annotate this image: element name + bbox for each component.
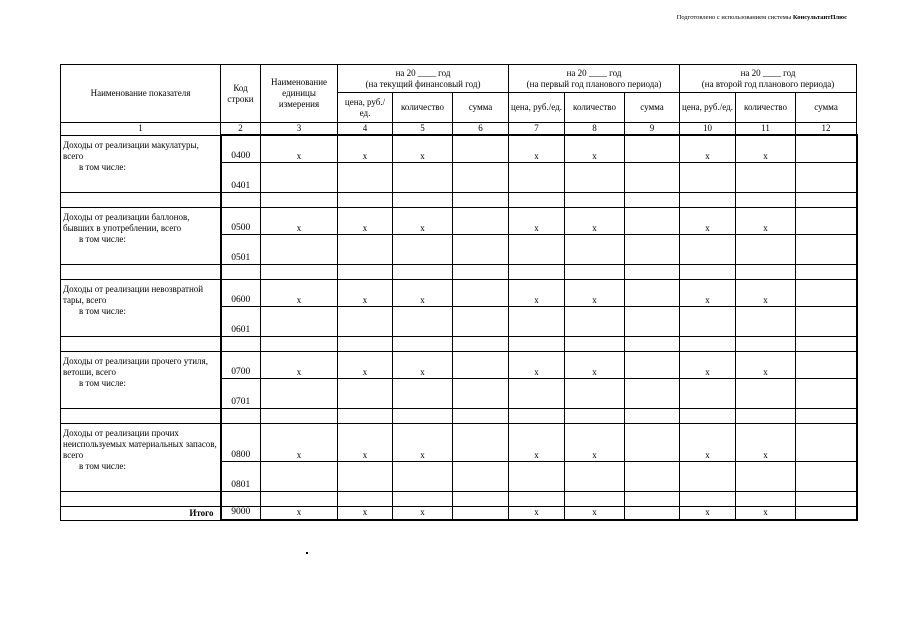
row-code: 0700: [221, 351, 261, 378]
column-number: 11: [736, 123, 796, 136]
data-cell: [796, 162, 857, 192]
sub-code: 0801: [221, 461, 261, 491]
data-cell: [565, 461, 625, 491]
row-code: 0400: [221, 135, 261, 162]
x-mark: x: [261, 423, 338, 461]
data-cell: [796, 234, 857, 264]
data-cell: [565, 234, 625, 264]
data-cell: [221, 408, 261, 423]
data-cell: [61, 192, 221, 207]
data-cell: [453, 264, 509, 279]
data-cell: [261, 408, 338, 423]
data-cell: [509, 192, 565, 207]
sub-label: в том числе:: [61, 378, 221, 408]
data-cell: [625, 408, 680, 423]
data-cell: [261, 378, 338, 408]
data-cell: [453, 336, 509, 351]
x-mark: x: [338, 423, 393, 461]
data-cell: [453, 234, 509, 264]
data-cell: [565, 192, 625, 207]
col-name-header: Наименование показателя: [61, 65, 221, 123]
data-cell: [736, 192, 796, 207]
data-cell: [221, 491, 261, 506]
note-prefix: Подготовлено с использованием системы: [676, 14, 792, 21]
data-cell: [796, 461, 857, 491]
data-cell: [680, 491, 736, 506]
data-cell: [221, 192, 261, 207]
data-cell: [565, 336, 625, 351]
column-numbers-row: [61, 123, 857, 136]
x-mark: x: [393, 279, 453, 306]
data-cell: [261, 336, 338, 351]
x-mark: x: [680, 207, 736, 234]
data-cell: [680, 306, 736, 336]
data-cell: [736, 408, 796, 423]
data-cell: [338, 234, 393, 264]
x-mark: x: [565, 279, 625, 306]
x-mark: x: [393, 506, 453, 520]
x-mark: x: [680, 506, 736, 520]
period1-header: на 20 ____ год (на текущий финансовый год): [338, 65, 509, 93]
data-cell: [453, 162, 509, 192]
data-cell: [509, 408, 565, 423]
x-mark: x: [736, 135, 796, 162]
x-mark: x: [393, 423, 453, 461]
data-cell: [393, 408, 453, 423]
sub-code: 0701: [221, 378, 261, 408]
col-code-header: Код строки: [221, 65, 261, 123]
data-cell: [338, 162, 393, 192]
x-mark: x: [261, 506, 338, 520]
data-cell: [261, 264, 338, 279]
data-cell: [736, 378, 796, 408]
data-cell: [565, 162, 625, 192]
row-name: Доходы от реализации прочего утиля, ветоши, всего: [61, 351, 221, 378]
data-cell: [625, 279, 680, 306]
data-cell: [221, 264, 261, 279]
data-cell: [796, 279, 857, 306]
data-cell: [338, 264, 393, 279]
data-cell: [736, 264, 796, 279]
data-cell: [736, 306, 796, 336]
row-code: 0800: [221, 423, 261, 461]
data-cell: [393, 491, 453, 506]
table-row: [61, 192, 857, 207]
x-mark: x: [261, 135, 338, 162]
x-mark: x: [565, 207, 625, 234]
data-cell: [509, 336, 565, 351]
data-cell: [680, 378, 736, 408]
data-cell: [393, 306, 453, 336]
row-name: Доходы от реализации макулатуры, всего: [61, 135, 221, 162]
column-number: 2: [221, 123, 261, 136]
data-cell: [565, 378, 625, 408]
data-cell: [261, 461, 338, 491]
data-cell: [509, 378, 565, 408]
data-cell: [796, 192, 857, 207]
row-code: 0500: [221, 207, 261, 234]
x-mark: x: [680, 135, 736, 162]
data-cell: [338, 336, 393, 351]
sub-label: в том числе:: [61, 162, 221, 192]
table-row: [61, 378, 857, 408]
data-cell: [393, 264, 453, 279]
total-label: Итого: [61, 506, 221, 520]
table-row: [61, 306, 857, 336]
row-code: 0600: [221, 279, 261, 306]
data-cell: [625, 306, 680, 336]
data-cell: [61, 408, 221, 423]
period3-header: на 20 ____ год (на второй год планового периода): [680, 65, 857, 93]
data-cell: [393, 234, 453, 264]
data-cell: [509, 162, 565, 192]
row-name: Доходы от реализации невозвратной тары, всего: [61, 279, 221, 306]
x-mark: x: [261, 351, 338, 378]
table-row: [61, 423, 857, 461]
price-header: цена, руб./ед.: [680, 93, 736, 123]
table-row: [61, 351, 857, 378]
data-cell: [393, 336, 453, 351]
data-cell: [680, 264, 736, 279]
data-cell: [625, 135, 680, 162]
data-cell: [625, 192, 680, 207]
data-cell: [453, 506, 509, 520]
data-cell: [453, 192, 509, 207]
table-row: [61, 162, 857, 192]
data-cell: [625, 264, 680, 279]
data-cell: [625, 461, 680, 491]
table-row: [61, 234, 857, 264]
sub-code: 0401: [221, 162, 261, 192]
x-mark: x: [680, 351, 736, 378]
table-row: [61, 491, 857, 506]
x-mark: x: [736, 423, 796, 461]
x-mark: x: [393, 135, 453, 162]
data-cell: [453, 378, 509, 408]
x-mark: x: [338, 279, 393, 306]
x-mark: x: [680, 279, 736, 306]
data-cell: [509, 461, 565, 491]
column-number: 6: [453, 123, 509, 136]
x-mark: x: [261, 207, 338, 234]
x-mark: x: [338, 506, 393, 520]
data-cell: [261, 192, 338, 207]
data-cell: [565, 306, 625, 336]
x-mark: x: [393, 351, 453, 378]
x-mark: x: [509, 423, 565, 461]
data-cell: [796, 378, 857, 408]
x-mark: x: [736, 506, 796, 520]
qty-header: количество: [393, 93, 453, 123]
data-cell: [625, 234, 680, 264]
data-cell: [736, 162, 796, 192]
sub-label: в том числе:: [61, 461, 221, 491]
data-cell: [680, 408, 736, 423]
data-cell: [338, 378, 393, 408]
data-cell: [625, 423, 680, 461]
data-cell: [509, 306, 565, 336]
sum-header: сумма: [453, 93, 509, 123]
data-cell: [796, 264, 857, 279]
x-mark: x: [509, 351, 565, 378]
data-cell: [680, 234, 736, 264]
table-row: [61, 336, 857, 351]
data-cell: [625, 506, 680, 520]
data-cell: [453, 351, 509, 378]
consultant-note: [677, 14, 847, 21]
total-code: 9000: [221, 506, 261, 520]
data-cell: [680, 336, 736, 351]
period2-header: на 20 ____ год (на первый год планового периода): [509, 65, 680, 93]
data-cell: [796, 506, 857, 520]
data-cell: [338, 192, 393, 207]
table-row: [61, 408, 857, 423]
data-cell: [61, 491, 221, 506]
data-cell: [565, 264, 625, 279]
income-form-table: [60, 64, 858, 521]
sub-label: в том числе:: [61, 306, 221, 336]
data-cell: [393, 192, 453, 207]
x-mark: x: [338, 135, 393, 162]
row-name: Доходы от реализации баллонов, бывших в употреблении, всего: [61, 207, 221, 234]
data-cell: [796, 135, 857, 162]
x-mark: x: [509, 135, 565, 162]
data-cell: [338, 461, 393, 491]
data-cell: [261, 491, 338, 506]
price-header: цена, руб./ед.: [509, 93, 565, 123]
data-cell: [736, 461, 796, 491]
data-cell: [453, 423, 509, 461]
column-number: 8: [565, 123, 625, 136]
data-cell: [453, 207, 509, 234]
data-cell: [453, 135, 509, 162]
sum-header: сумма: [796, 93, 857, 123]
x-mark: x: [565, 351, 625, 378]
table-row: [61, 279, 857, 306]
x-mark: x: [338, 351, 393, 378]
data-cell: [509, 491, 565, 506]
data-cell: [796, 351, 857, 378]
column-number: 5: [393, 123, 453, 136]
data-cell: [796, 336, 857, 351]
data-cell: [796, 207, 857, 234]
data-cell: [393, 378, 453, 408]
x-mark: x: [680, 423, 736, 461]
price-header: цена, руб./ед.: [338, 93, 393, 123]
table-row: [61, 264, 857, 279]
scan-dot: [306, 552, 308, 554]
sub-code: 0501: [221, 234, 261, 264]
col-unit-header: Наименование единицы измерения: [261, 65, 338, 123]
column-number: 10: [680, 123, 736, 136]
sub-code: 0601: [221, 306, 261, 336]
data-cell: [796, 423, 857, 461]
data-cell: [796, 408, 857, 423]
data-cell: [625, 336, 680, 351]
data-cell: [736, 234, 796, 264]
data-cell: [338, 491, 393, 506]
data-cell: [680, 461, 736, 491]
data-cell: [625, 207, 680, 234]
column-number: 3: [261, 123, 338, 136]
x-mark: x: [736, 207, 796, 234]
x-mark: x: [393, 207, 453, 234]
data-cell: [393, 461, 453, 491]
sub-label: в том числе:: [61, 234, 221, 264]
x-mark: x: [736, 351, 796, 378]
data-cell: [680, 192, 736, 207]
data-cell: [61, 264, 221, 279]
column-number: 9: [625, 123, 680, 136]
data-cell: [453, 491, 509, 506]
data-cell: [625, 491, 680, 506]
x-mark: x: [509, 279, 565, 306]
qty-header: количество: [736, 93, 796, 123]
data-cell: [625, 378, 680, 408]
data-cell: [261, 162, 338, 192]
data-cell: [453, 408, 509, 423]
data-cell: [625, 351, 680, 378]
data-cell: [61, 336, 221, 351]
data-cell: [261, 234, 338, 264]
table-row: [61, 461, 857, 491]
data-cell: [453, 461, 509, 491]
data-cell: [736, 336, 796, 351]
column-number: 1: [61, 123, 221, 136]
data-cell: [680, 162, 736, 192]
data-cell: [338, 306, 393, 336]
column-number: 12: [796, 123, 857, 136]
x-mark: x: [261, 279, 338, 306]
data-cell: [453, 306, 509, 336]
column-number: 7: [509, 123, 565, 136]
x-mark: x: [565, 135, 625, 162]
column-number: 4: [338, 123, 393, 136]
total-row: [61, 506, 857, 520]
data-cell: [393, 162, 453, 192]
data-cell: [509, 234, 565, 264]
table-row: [61, 135, 857, 162]
data-cell: [261, 306, 338, 336]
data-cell: [453, 279, 509, 306]
x-mark: x: [736, 279, 796, 306]
data-cell: [796, 491, 857, 506]
data-cell: [338, 408, 393, 423]
x-mark: x: [509, 506, 565, 520]
sum-header: сумма: [625, 93, 680, 123]
data-cell: [625, 162, 680, 192]
data-cell: [796, 306, 857, 336]
data-cell: [509, 264, 565, 279]
data-cell: [221, 336, 261, 351]
data-cell: [565, 408, 625, 423]
x-mark: x: [338, 207, 393, 234]
qty-header: количество: [565, 93, 625, 123]
note-brand: КонсультантПлюс: [792, 14, 847, 21]
table-row: [61, 207, 857, 234]
row-name: Доходы от реализации прочих неиспользуемых материальных запасов, всего: [61, 423, 221, 461]
x-mark: x: [565, 506, 625, 520]
data-cell: [565, 491, 625, 506]
x-mark: x: [509, 207, 565, 234]
x-mark: x: [565, 423, 625, 461]
data-cell: [736, 491, 796, 506]
